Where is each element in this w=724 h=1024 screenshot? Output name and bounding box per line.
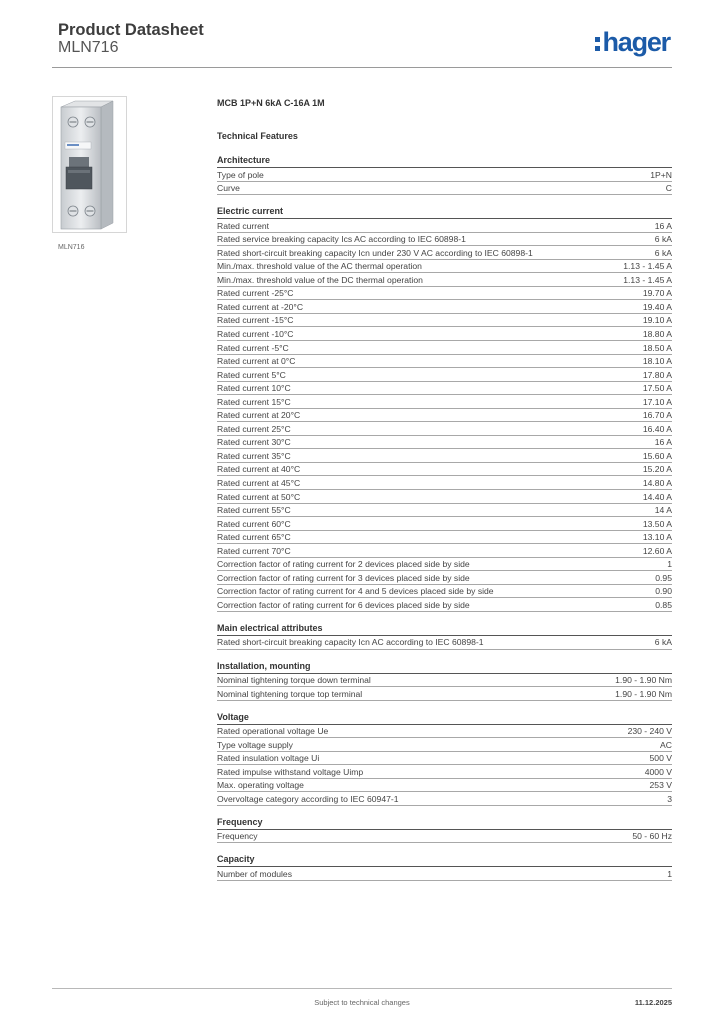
- feature-label: Number of modules: [217, 868, 292, 879]
- feature-label: Correction factor of rating current for 2 devices placed side by side: [217, 559, 470, 570]
- feature-value: 15.20 A: [642, 464, 672, 475]
- feature-value: 1.90 - 1.90 Nm: [615, 688, 672, 699]
- section: [217, 853, 672, 881]
- page-title: Product Datasheet: [58, 21, 204, 39]
- feature-value: 1.90 - 1.90 Nm: [615, 675, 672, 685]
- feature-value: 4000 V: [644, 766, 672, 777]
- feature-value: 18.50 A: [642, 342, 672, 353]
- feature-row: [217, 792, 672, 806]
- feature-label: Rated current 25°C: [217, 423, 291, 434]
- feature-row: [217, 674, 672, 688]
- feature-sections: [217, 154, 672, 881]
- feature-label: Rated current at 50°C: [217, 491, 301, 502]
- feature-value: 6 kA: [654, 637, 672, 648]
- header-divider: [52, 67, 672, 68]
- feature-label: Min./max. threshold value of the AC thermal operation: [217, 261, 422, 272]
- feature-row: [217, 219, 672, 233]
- section: [217, 660, 672, 701]
- feature-label: Rated service breaking capacity Ics AC according to IEC 60898-1: [217, 234, 466, 245]
- section: [217, 154, 672, 195]
- technical-features-title: Technical Features: [217, 131, 298, 141]
- section-title: Installation, mounting: [217, 660, 672, 674]
- section: [217, 622, 672, 650]
- image-caption: MLN716: [58, 244, 85, 251]
- feature-value: 12.60 A: [642, 545, 672, 556]
- feature-label: Type voltage supply: [217, 739, 293, 750]
- feature-row: [217, 273, 672, 287]
- feature-label: Rated current 60°C: [217, 518, 291, 529]
- feature-row: [217, 382, 672, 396]
- feature-row: [217, 422, 672, 436]
- feature-row: [217, 585, 672, 599]
- feature-row: [217, 738, 672, 752]
- feature-value: 0.90: [655, 586, 672, 597]
- feature-row: [217, 867, 672, 881]
- feature-label: Nominal tightening torque top terminal: [217, 688, 363, 699]
- feature-value: 1.13 - 1.45 A: [623, 274, 672, 285]
- feature-value: 1: [667, 868, 672, 879]
- section-title: Architecture: [217, 154, 672, 168]
- product-name: MCB 1P+N 6kA C-16A 1M: [217, 98, 325, 108]
- feature-row: [217, 598, 672, 612]
- feature-label: Rated short-circuit breaking capacity Icn AC according to IEC 60898-1: [217, 637, 484, 648]
- feature-row: [217, 752, 672, 766]
- feature-row: [217, 725, 672, 739]
- logo-text: hager: [602, 26, 670, 57]
- feature-value: 0.85: [655, 599, 672, 610]
- feature-row: [217, 765, 672, 779]
- feature-label: Rated current 5°C: [217, 369, 286, 380]
- circuit-breaker-icon: [53, 97, 126, 232]
- feature-row: [217, 260, 672, 274]
- feature-row: [217, 558, 672, 572]
- feature-value: 19.70 A: [642, 288, 672, 299]
- section-title: Capacity: [217, 853, 672, 867]
- feature-value: 14.80 A: [642, 477, 672, 488]
- feature-value: 500 V: [649, 753, 672, 764]
- section: [217, 816, 672, 844]
- feature-row: [217, 636, 672, 650]
- hager-logo: [595, 27, 670, 57]
- feature-label: Rated impulse withstand voltage Uimp: [217, 766, 364, 777]
- feature-label: Correction factor of rating current for 4 and 5 devices placed side by side: [217, 586, 494, 597]
- product-reference: MLN716: [58, 39, 119, 56]
- feature-value: 0.95: [655, 572, 672, 583]
- section-title: Voltage: [217, 711, 672, 725]
- feature-label: Overvoltage category according to IEC 60947-1: [217, 793, 399, 804]
- feature-label: Rated operational voltage Ue: [217, 726, 329, 737]
- feature-row: [217, 327, 672, 341]
- feature-label: Rated current -5°C: [217, 342, 289, 353]
- feature-label: Max. operating voltage: [217, 780, 304, 791]
- feature-label: Nominal tightening torque down terminal: [217, 675, 371, 685]
- feature-value: 18.80 A: [642, 328, 672, 339]
- feature-row: [217, 341, 672, 355]
- feature-row: [217, 287, 672, 301]
- feature-label: Rated current 55°C: [217, 505, 291, 516]
- feature-row: [217, 300, 672, 314]
- feature-row: [217, 436, 672, 450]
- feature-value: 16.70 A: [642, 410, 672, 421]
- feature-row: [217, 830, 672, 844]
- footer-note: Subject to technical changes: [314, 998, 410, 1007]
- logo-dots-icon: [595, 37, 600, 51]
- feature-row: [217, 355, 672, 369]
- feature-row: [217, 246, 672, 260]
- feature-row: [217, 395, 672, 409]
- feature-row: [217, 368, 672, 382]
- feature-row: [217, 449, 672, 463]
- feature-label: Rated current 70°C: [217, 545, 291, 556]
- feature-value: 253 V: [649, 780, 672, 791]
- feature-label: Correction factor of rating current for 3 devices placed side by side: [217, 572, 470, 583]
- feature-row: [217, 168, 672, 182]
- feature-label: Rated current at 0°C: [217, 356, 296, 367]
- feature-value: 17.80 A: [642, 369, 672, 380]
- feature-row: [217, 544, 672, 558]
- product-image: [52, 96, 127, 233]
- feature-value: 14.40 A: [642, 491, 672, 502]
- feature-row: [217, 409, 672, 423]
- feature-row: [217, 476, 672, 490]
- feature-value: 15.60 A: [642, 450, 672, 461]
- feature-label: Rated current -15°C: [217, 315, 294, 326]
- feature-row: [217, 531, 672, 545]
- feature-value: C: [665, 183, 672, 194]
- section: [217, 711, 672, 806]
- feature-label: Type of pole: [217, 169, 264, 180]
- feature-label: Rated current at -20°C: [217, 301, 304, 312]
- section-title: Frequency: [217, 816, 672, 830]
- feature-row: [217, 233, 672, 247]
- feature-row: [217, 571, 672, 585]
- feature-value: 17.50 A: [642, 383, 672, 394]
- feature-value: 230 - 240 V: [627, 726, 672, 737]
- feature-value: 19.40 A: [642, 301, 672, 312]
- feature-label: Rated current 35°C: [217, 450, 291, 461]
- feature-row: [217, 182, 672, 196]
- footer-date: 11.12.2025: [634, 998, 672, 1007]
- feature-value: 19.10 A: [642, 315, 672, 326]
- feature-label: Frequency: [217, 831, 258, 842]
- feature-label: Rated current 10°C: [217, 383, 291, 394]
- feature-value: 18.10 A: [642, 356, 672, 367]
- feature-label: Rated current -25°C: [217, 288, 294, 299]
- feature-value: AC: [660, 739, 672, 750]
- feature-value: 16 A: [654, 437, 672, 448]
- feature-row: [217, 779, 672, 793]
- feature-row: [217, 517, 672, 531]
- feature-label: Rated current 30°C: [217, 437, 291, 448]
- feature-label: Curve: [217, 183, 240, 194]
- feature-row: [217, 504, 672, 518]
- feature-value: 13.10 A: [642, 532, 672, 543]
- feature-value: 1: [667, 559, 672, 570]
- feature-label: Rated short-circuit breaking capacity Icn under 230 V AC according to IEC 60898-1: [217, 247, 533, 258]
- feature-label: Min./max. threshold value of the DC thermal operation: [217, 274, 423, 285]
- feature-value: 3: [667, 793, 672, 804]
- feature-label: Rated current at 20°C: [217, 410, 301, 421]
- footer-divider: [52, 988, 672, 989]
- feature-label: Rated current at 45°C: [217, 477, 301, 488]
- feature-row: [217, 490, 672, 504]
- feature-value: 16 A: [654, 220, 672, 231]
- feature-value: 17.10 A: [642, 396, 672, 407]
- feature-value: 6 kA: [654, 247, 672, 258]
- datasheet-content: [217, 96, 672, 881]
- feature-label: Rated current -10°C: [217, 328, 294, 339]
- feature-row: [217, 314, 672, 328]
- feature-value: 1.13 - 1.45 A: [623, 261, 672, 272]
- feature-value: 1P+N: [650, 169, 672, 180]
- feature-label: Rated current 15°C: [217, 396, 291, 407]
- feature-row: [217, 687, 672, 701]
- feature-row: [217, 463, 672, 477]
- feature-value: 16.40 A: [642, 423, 672, 434]
- feature-label: Rated current: [217, 220, 270, 231]
- feature-value: 13.50 A: [642, 518, 672, 529]
- section: [217, 205, 672, 612]
- feature-label: Rated insulation voltage Ui: [217, 753, 320, 764]
- feature-value: 6 kA: [654, 234, 672, 245]
- feature-label: Rated current 65°C: [217, 532, 291, 543]
- feature-value: 14 A: [654, 505, 672, 516]
- feature-label: Rated current at 40°C: [217, 464, 301, 475]
- section-title: Main electrical attributes: [217, 622, 672, 636]
- feature-value: 50 - 60 Hz: [632, 831, 672, 842]
- feature-label: Correction factor of rating current for 6 devices placed side by side: [217, 599, 470, 610]
- section-title: Electric current: [217, 205, 672, 219]
